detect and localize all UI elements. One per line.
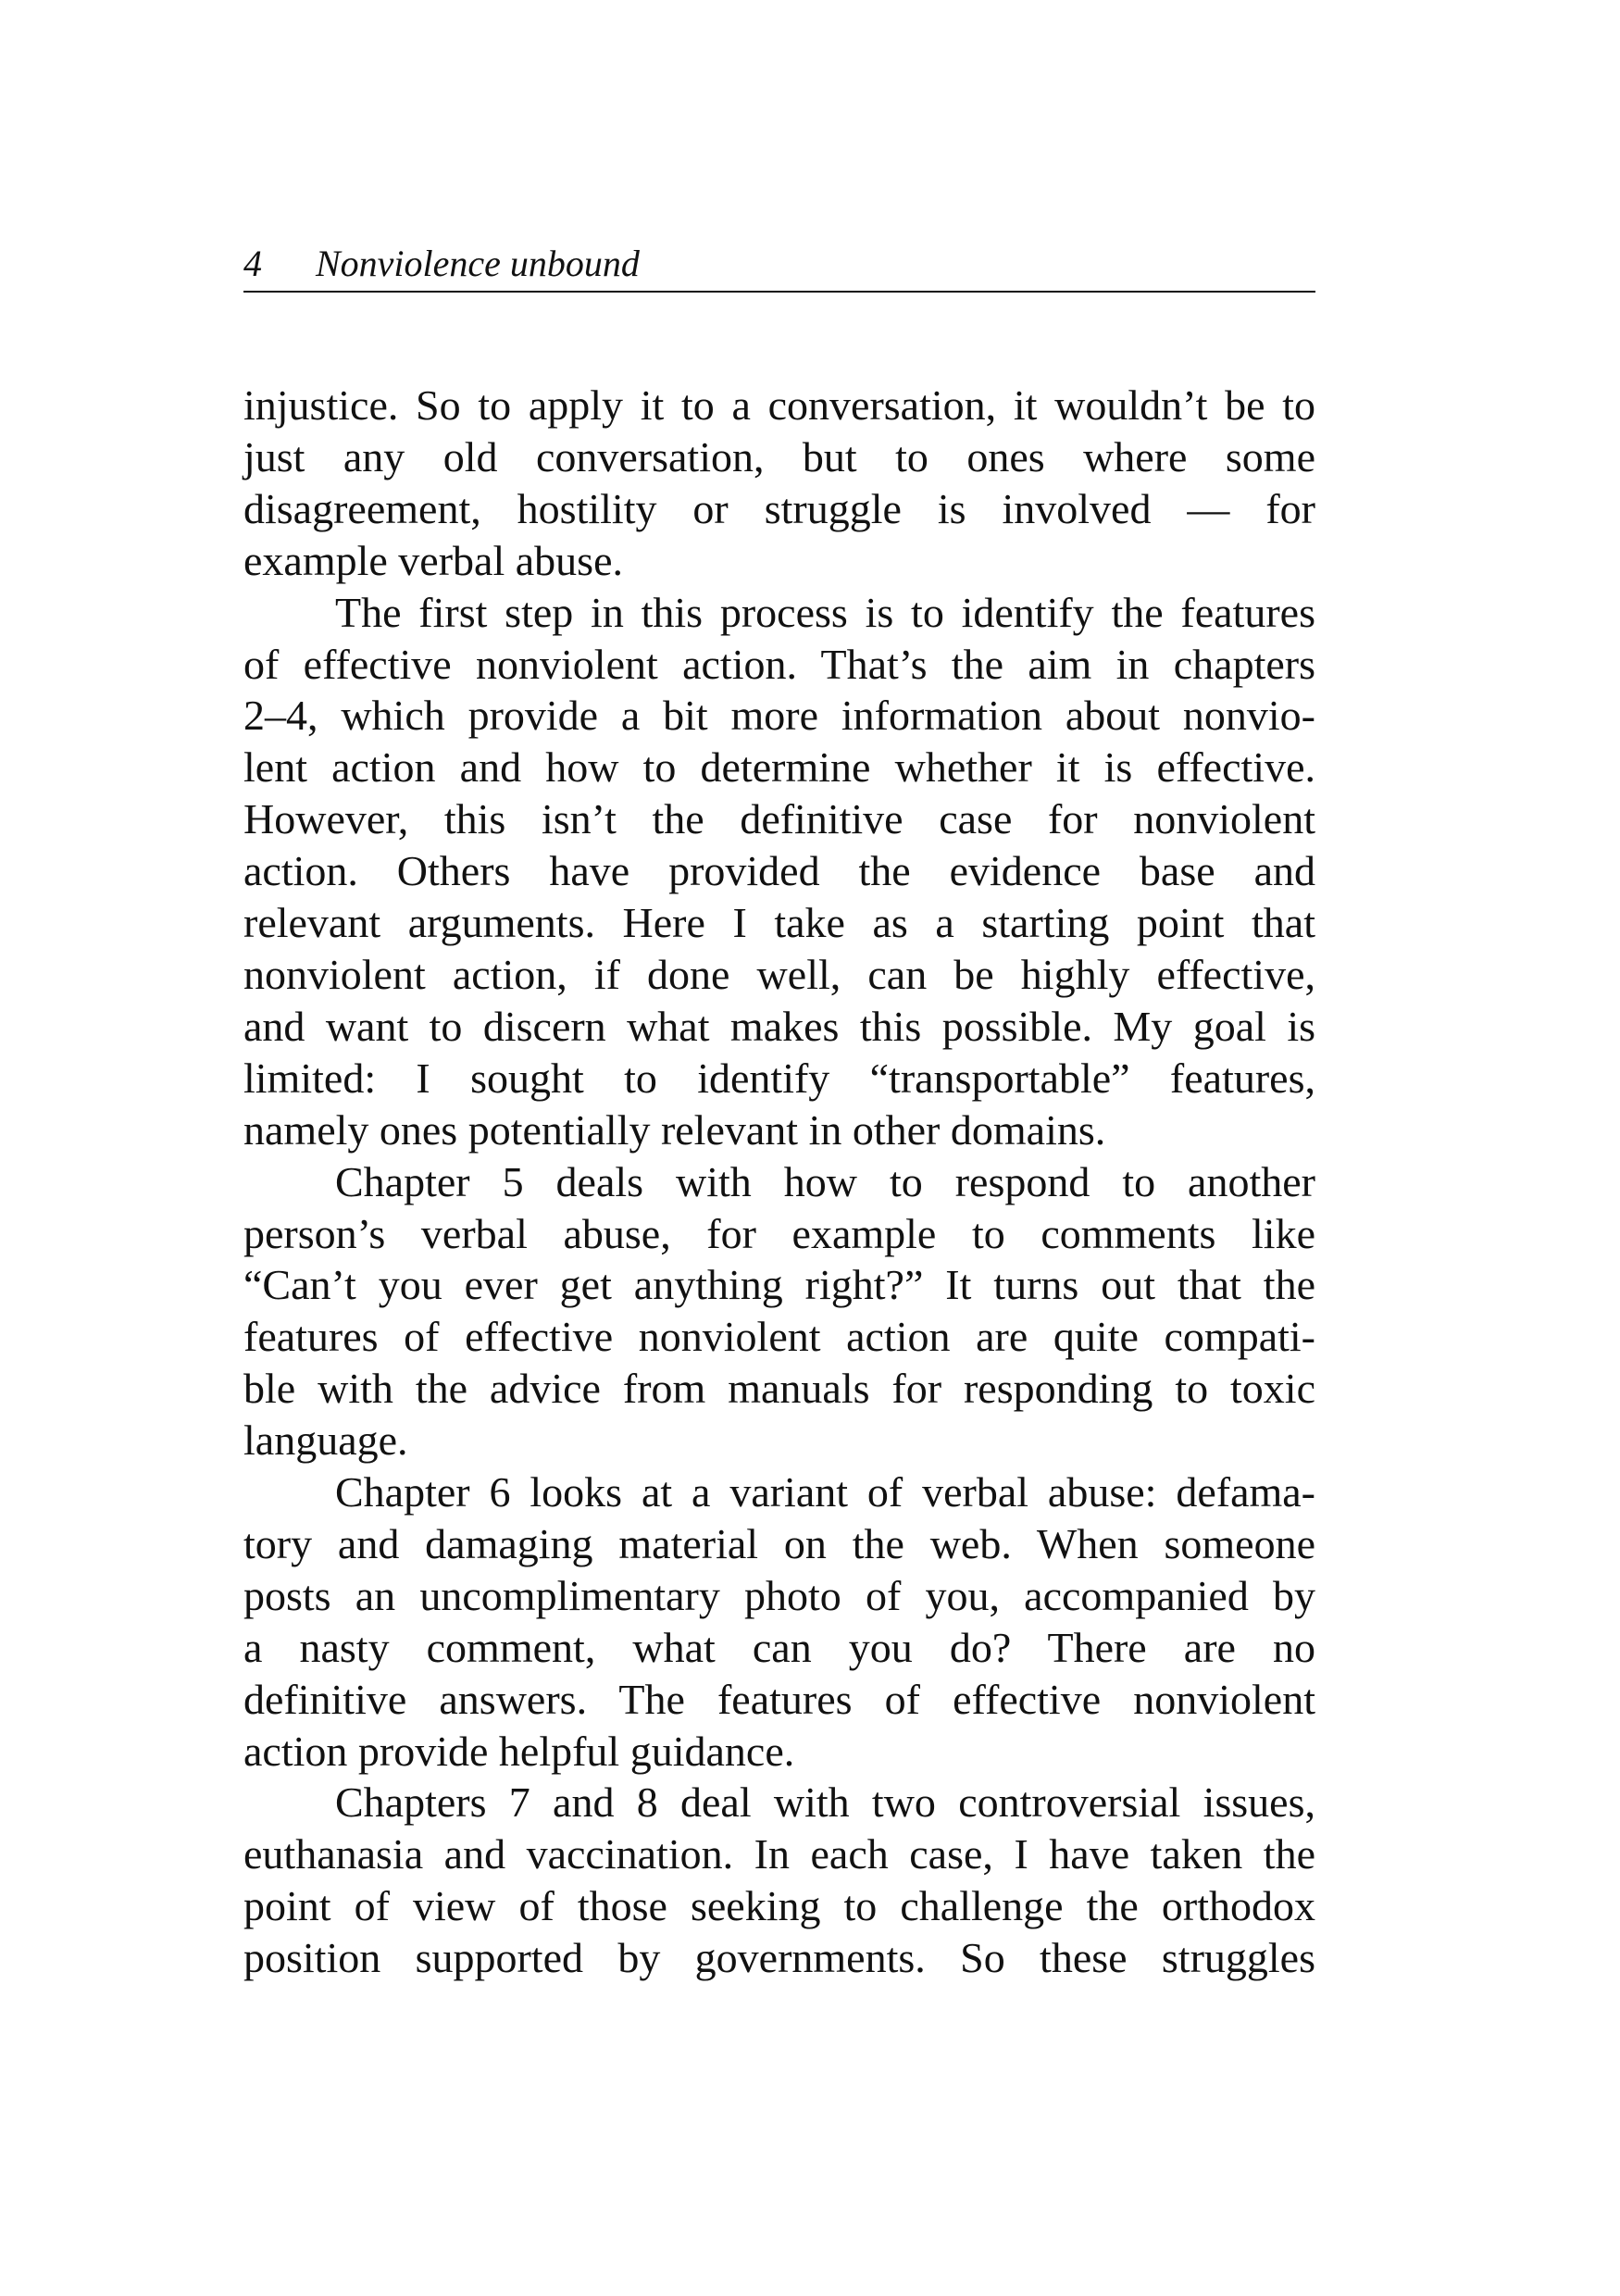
paragraph [243,1466,1315,1777]
paragraph [243,380,1315,587]
page-number: 4 [243,243,262,284]
text-line: “Can’t you ever get anything right?” It turns out that the [243,1261,1315,1309]
body-text [243,380,1315,1984]
text-line: limited: I sought to identify “transportable” features, [243,1054,1315,1102]
text-line: Chapter 6 looks at a variant of verbal abuse: defama- [335,1468,1315,1516]
text-line: language. [243,1416,408,1465]
text-line: tory and damaging material on the web. When someone [243,1519,1315,1567]
paragraph [243,587,1315,1156]
text-line: euthanasia and vaccination. In each case, I have taken the [243,1830,1315,1878]
text-line: definitive answers. The features of effective nonviolent [243,1675,1315,1723]
text-line: nonviolent action, if done well, can be highly effective, [243,950,1315,998]
book-title: Nonviolence unbound [316,243,640,284]
text-line: position supported by governments. So these struggles [243,1934,1315,1982]
text-line: action provide helpful guidance. [243,1727,795,1775]
text-line: point of view of those seeking to challenge the orthodox [243,1882,1315,1930]
text-line: person’s verbal abuse, for example to comments like [243,1209,1315,1257]
paragraph [243,1777,1315,1984]
text-line: example verbal abuse. [243,536,623,584]
text-line: relevant arguments. Here I take as a starting point that [243,899,1315,947]
text-line: and want to discern what makes this possible. My goal is [243,1002,1315,1050]
text-line: 2–4, which provide a bit more information about nonvio- [243,692,1315,740]
text-line: The first step in this process is to identify the features [335,588,1315,636]
text-line: namely ones potentially relevant in other domains. [243,1105,1106,1154]
text-line: action. Others have provided the evidence base and [243,847,1315,895]
running-header [243,237,1315,293]
text-line: lent action and how to determine whether it is effective. [243,743,1315,792]
text-line: features of effective nonviolent action are quite compati- [243,1313,1315,1361]
text-line: Chapter 5 deals with how to respond to another [335,1157,1315,1205]
text-line: just any old conversation, but to ones where some [243,432,1315,480]
text-line: However, this isn’t the definitive case for nonviolent [243,795,1315,843]
text-line: posts an uncomplimentary photo of you, accompanied by [243,1571,1315,1619]
text-line: a nasty comment, what can you do? There are no [243,1623,1315,1671]
text-line: Chapters 7 and 8 deal with two controversial issues, [335,1778,1315,1827]
text-line: disagreement, hostility or struggle is involved — for [243,484,1315,532]
text-line: ble with the advice from manuals for responding to toxic [243,1365,1315,1413]
text-line: of effective nonviolent action. That’s the aim in chapters [243,640,1315,688]
paragraph [243,1156,1315,1466]
text-line: injustice. So to apply it to a conversation, it wouldn’t be to [243,381,1315,429]
